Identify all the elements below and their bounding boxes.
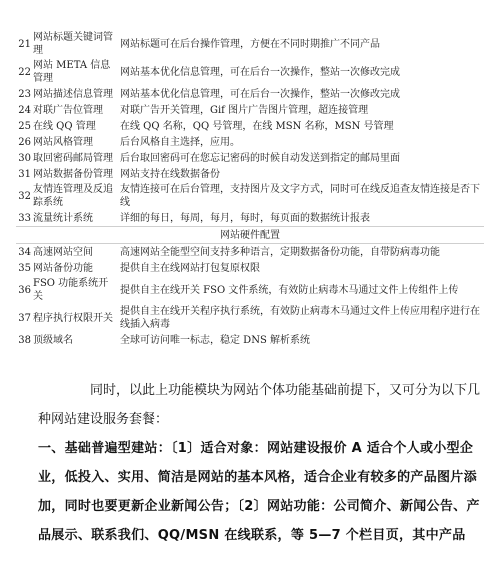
feature-description: 对联广告开关管理，Gif 图片广告图片管理，超连接管理 (120, 104, 369, 116)
table-row (16, 276, 484, 304)
table-row (16, 30, 484, 58)
row-number: 22 (18, 66, 31, 78)
row-number: 36 (18, 284, 31, 296)
feature-description: 友情连接可在后台管理，支持图片及文字方式，同时可在线反追查友情连接是否下线 (120, 184, 480, 208)
feature-name: 友情连管理及反追踪系统 (33, 184, 113, 208)
feature-name: FSO 功能系统开关 (33, 278, 109, 302)
table-row (16, 134, 484, 150)
row-number: 35 (18, 262, 31, 274)
table-row (16, 86, 484, 102)
feature-name: 网站风格管理 (33, 136, 93, 148)
feature-name: 网站 META 信息管理 (33, 60, 111, 84)
feature-description: 在线 QQ 名称，QQ 号管理，在线 MSN 名称，MSN 号管理 (120, 120, 394, 132)
feature-name: 顶级域名 (33, 334, 73, 346)
section-header: 网站硬件配置 (16, 227, 484, 244)
row-number: 25 (18, 120, 31, 132)
feature-description: 全球可访问唯一标志，稳定 DNS 解析系统 (120, 334, 310, 346)
feature-description: 后台取回密码可在您忘记密码的时候自动发送到指定的邮局里面 (120, 152, 400, 164)
feature-description: 提供自主在线网站打包复原权限 (120, 262, 260, 274)
row-number: 21 (18, 38, 31, 50)
feature-description: 网站支持在线数据备份 (120, 168, 220, 180)
intro-paragraph: 同时，以此上功能模块为网站个体功能基础前提下，又可分为以下几种网站建设服务套餐： (38, 383, 481, 427)
feature-description: 后台风格自主选择，应用。 (120, 136, 240, 148)
row-number: 26 (18, 136, 31, 148)
table-row (16, 210, 484, 227)
row-number: 24 (18, 104, 31, 116)
feature-name: 对联广告位管理 (33, 104, 103, 116)
row-number: 37 (18, 312, 31, 324)
table-row (16, 244, 484, 261)
table-row (16, 332, 484, 348)
feature-name: 网站描述信息管理 (33, 88, 113, 100)
row-number: 33 (18, 212, 31, 224)
row-number: 31 (18, 168, 31, 180)
feature-name: 在线 QQ 管理 (33, 120, 96, 132)
feature-name: 取回密码邮局管理 (33, 152, 113, 164)
feature-name: 网站数据备份管理 (33, 168, 113, 180)
row-number: 32 (18, 190, 31, 202)
feature-name: 程序执行权限开关 (33, 312, 113, 324)
section-header-row (16, 227, 484, 244)
feature-description: 提供自主在线开关 FSO 文件系统，有效防止病毒木马通过文件上传组件上传 (120, 284, 459, 296)
feature-name: 高速网站空间 (33, 246, 93, 258)
feature-description: 详细的每日，每周，每月，每时，每页面的数据统计报表 (120, 212, 370, 224)
table-row (16, 182, 484, 210)
table-row (16, 166, 484, 182)
table-row (16, 102, 484, 118)
table-row (16, 304, 484, 332)
feature-description: 网站标题可在后台操作管理，方便在不同时期推广不同产品 (120, 38, 380, 50)
row-number: 30 (18, 152, 31, 164)
row-number: 23 (18, 88, 31, 100)
feature-name: 网站备份功能 (33, 262, 93, 274)
row-number: 38 (18, 334, 31, 346)
table-row (16, 150, 484, 166)
table-row (16, 58, 484, 86)
feature-spec-table (16, 30, 484, 348)
feature-name: 流量统计系统 (33, 212, 93, 224)
feature-description: 高速网站全能型空间支持多种语言，定期数据备份功能，自带防病毒功能 (120, 246, 440, 258)
table-row (16, 118, 484, 134)
package-paragraph: 一、基础普遍型建站：〔1〕适合对象：网站建设报价 A 适合个人或小型企业，低投入、实用、简洁是网站的基本风格，适合企业有较多的产品图片添加，同时也要更新企业新闻公告；〔2〕网站功能：公司简介、新闻公告、产品展示、联系我们、QQ/MSN 在线联系，等 5—7 个栏目页，其中产品 (38, 441, 480, 543)
feature-description: 网站基本优化信息管理，可在后台一次操作，整站一次修改完成 (120, 88, 400, 100)
row-number: 34 (18, 246, 31, 258)
table-row (16, 260, 484, 276)
feature-name: 网站标题关键词管理 (33, 32, 113, 56)
feature-description: 网站基本优化信息管理，可在后台一次操作，整站一次修改完成 (120, 66, 400, 78)
feature-description: 提供自主在线开关程序执行系统，有效防止病毒木马通过文件上传应用程序进行在线插入病毒 (120, 306, 480, 330)
